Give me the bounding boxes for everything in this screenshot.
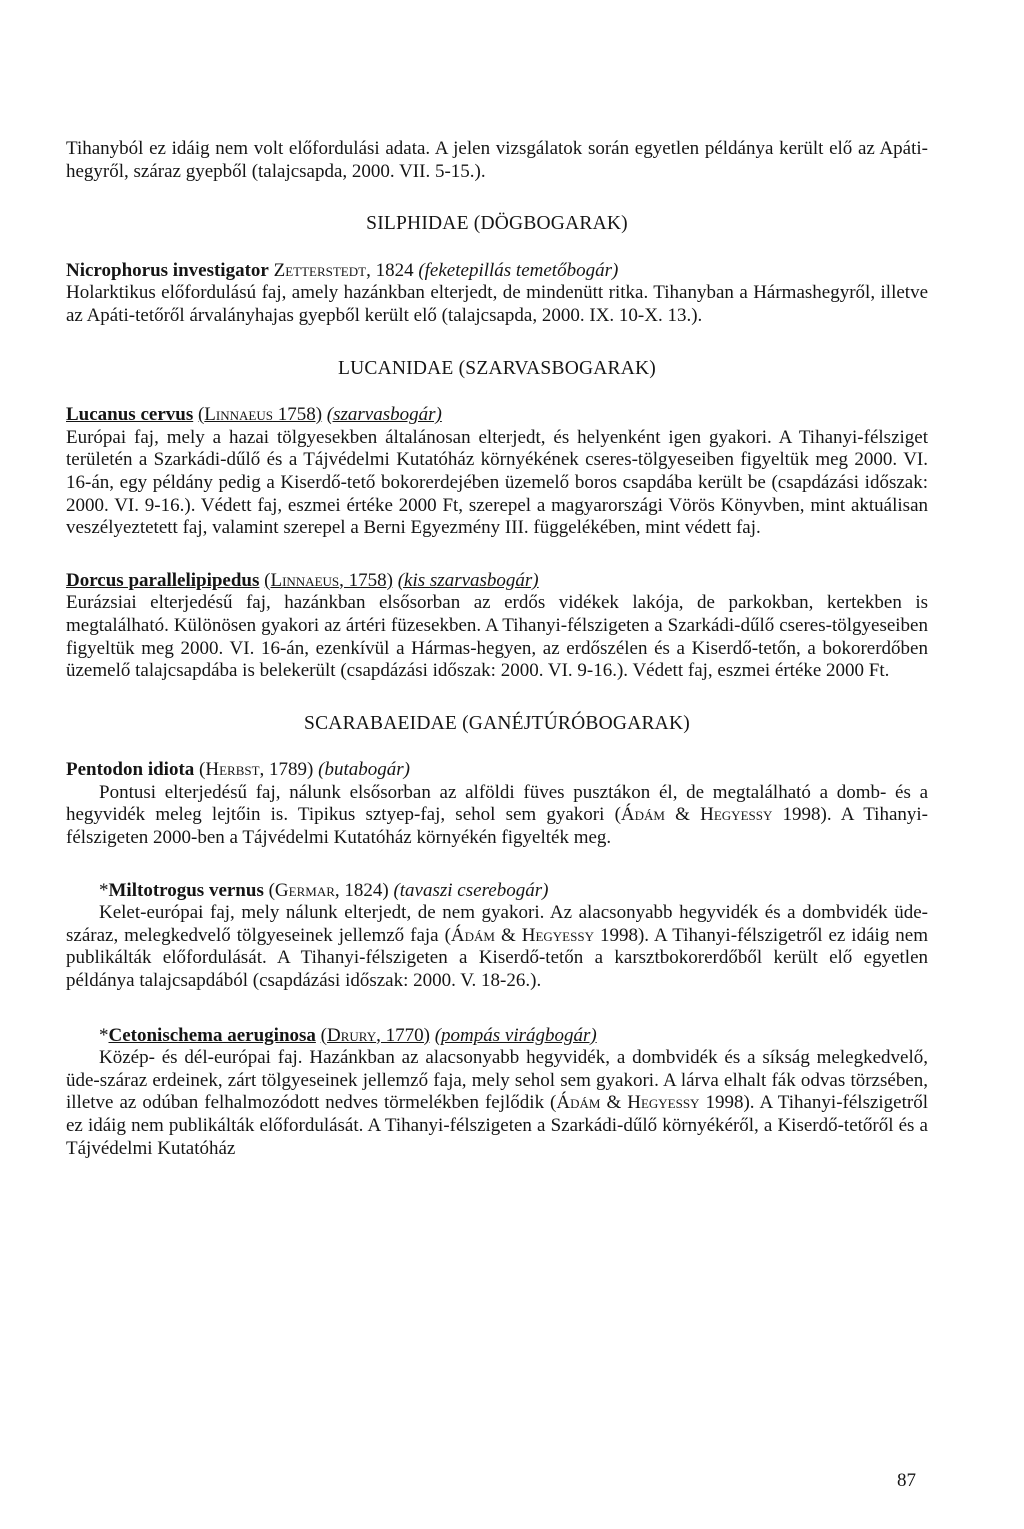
species-entry-dorcus bbox=[66, 570, 928, 593]
section-heading-scarabaeidae: SCARABAEIDAE (GANÉJTÚRÓBOGARAK) bbox=[304, 712, 690, 734]
species-entry-cetonischema bbox=[66, 1025, 928, 1048]
page-number: 87 bbox=[897, 1470, 916, 1491]
species-author: Drury bbox=[326, 1024, 377, 1046]
species-description: Kelet-európai faj, mely nálunk elterjedt, de nem gyakori. Az alacsonyabb hegyvidék és a dombvidék üde-száraz, melegkedvelő tölgyeseinek jellemző faja (Ádám & Hegyessy 1998). A Tihanyi-félszigetről ez idáig nem publikálták előfordulását. A Tihanyi-félszigeten a Kiserdő-tetőn a karsztbokorerdőből került elő egyetlen példánya talajcsapdából (csapdázási időszak: 2000. V. 18-26.). bbox=[66, 902, 928, 992]
intro-paragraph: Tihanyból ez idáig nem volt előfordulási adata. A jelen vizsgálatok során egyetlen példánya került elő az Apáti-hegyről, száraz gyepből (talajcsapda, 2000. VII. 5-15.). bbox=[66, 138, 928, 182]
species-author: Zetterstedt bbox=[273, 259, 367, 281]
species-description: Pontusi elterjedésű faj, nálunk elsősorban az alföldi füves pusztákon él, de megtalálható a domb- és a hegyvidék meleg lejtőin is. Tipikus sztyep-faj, sehol sem gyakori (Ádám & Hegyessy 1998). A Tihanyi-félszigeten 2000-ben a Tájvédelmi Kutatóház környékén figyelték meg. bbox=[66, 781, 929, 849]
species-year: , 1770) bbox=[376, 1024, 430, 1046]
open-paren: ( bbox=[264, 569, 271, 591]
open-paren: ( bbox=[268, 879, 275, 901]
new-record-asterisk: * bbox=[99, 1024, 109, 1046]
species-year: , 1758) bbox=[339, 569, 393, 591]
species-author: Linnaeus bbox=[204, 404, 273, 426]
species-entry-nicrophorus bbox=[66, 260, 928, 283]
species-description: Holarktikus előfordulású faj, amely hazánkban elterjedt, de mindenütt ritka. Tihanyban a Hármashegyről, illetve az Apáti-tetőről árvalányhajas gyepből került elő (talajcsapda, 2000. IX. 10-X. 13.). bbox=[66, 282, 928, 326]
species-name: Nicrophorus investigator bbox=[66, 259, 269, 281]
open-paren: ( bbox=[199, 759, 206, 781]
species-author: Linnaeus bbox=[270, 569, 340, 591]
species-year: , 1789) bbox=[259, 759, 314, 781]
common-name: (szarvasbogár) bbox=[326, 404, 442, 426]
common-name: (feketepillás temetőbogár) bbox=[418, 259, 619, 281]
section-heading-silphidae: SILPHIDAE (DÖGBOGARAK) bbox=[366, 213, 628, 235]
species-author: Herbst bbox=[205, 759, 260, 781]
species-description: Európai faj, mely a hazai tölgyesekben általánosan elterjedt, és helyenként igen gyakori. A Tihanyi-félsziget területén a Szarkádi-dűlő és a Tájvédelmi Kutatóház környékének cseres-tölgyeseiben figyeltük meg 2000. VI. 16-án, egy példány pedig a Kiserdő-tető bokorerdejében üzemelő boros csapdába került be (csapdázási időszak: 2000. VI. 9-16.). Védett faj, eszmei értéke 2000 Ft, szerepel a magyarországi Vörös Könyvben, mint aktuálisan veszélyeztetett faj, valamint szerepel a Berni Egyezmény III. függelékében, mint védett faj. bbox=[66, 426, 928, 539]
new-record-asterisk: * bbox=[99, 879, 109, 901]
common-name: (pompás virágbogár) bbox=[434, 1024, 597, 1046]
open-paren: ( bbox=[320, 1024, 327, 1046]
species-entry-lucanus bbox=[66, 404, 928, 427]
species-description: Eurázsiai elterjedésű faj, hazánkban elsősorban az erdős vidékek lakója, de parkokban, kertekben is megtalálható. Különösen gyakori az ártéri füzesekben. A Tihanyi-félszigeten a Szarkádi-dűlő cseres-tölgyeseiben figyeltük meg 2000. VI. 16-án, ezenkívül a Hármas-hegyen, az erdőszélen és a Kiserdő-tetőn, a bokorerdőben üzemelő talajcsapdába is belekerült (csapdázási időszak: 2000. VI. 9-16.). Védett faj, eszmei értéke 2000 Ft. bbox=[66, 592, 928, 682]
document-page bbox=[66, 138, 928, 1160]
common-name: (tavaszi cserebogár) bbox=[393, 879, 549, 901]
species-entry-pentodon bbox=[66, 759, 928, 782]
species-author: Germar bbox=[274, 879, 335, 901]
species-name: Pentodon idiota bbox=[66, 759, 195, 781]
species-name: Cetonischema aeruginosa bbox=[108, 1024, 316, 1046]
common-name: (butabogár) bbox=[318, 759, 410, 781]
species-name: Dorcus parallelipipedus bbox=[66, 569, 260, 591]
section-heading-lucanidae: LUCANIDAE (SZARVASBOGARAK) bbox=[338, 357, 656, 379]
species-description: Közép- és dél-európai faj. Hazánkban az alacsonyabb hegyvidék, a dombvidék és a síkság melegkedvelő, üde-száraz erdeinek, zárt tölgyeseinek jellemző faja, mely sehol sem gyakori. A lárva elhalt fák odvas törzsében, illetve az odúban felhalmozódott nedves törmelékben fejlődik (Ádám & Hegyessy 1998). A Tihanyi-félszigetről ez idáig nem publikálták előfordulását. A Tihanyi-félszigeten a Szarkádi-dűlő környékéről, a Kiserdő-tetőről és a Tájvédelmi Kutatóház bbox=[66, 1047, 929, 1159]
species-year: , 1824 bbox=[366, 259, 414, 281]
species-year: , 1824) bbox=[334, 879, 389, 901]
open-paren: ( bbox=[197, 404, 205, 426]
species-entry-miltotrogus bbox=[66, 880, 928, 903]
species-year: 1758) bbox=[272, 404, 323, 426]
species-name: Miltotrogus vernus bbox=[108, 879, 264, 901]
common-name: (kis szarvasbogár) bbox=[397, 569, 539, 591]
species-name: Lucanus cervus bbox=[66, 404, 194, 426]
